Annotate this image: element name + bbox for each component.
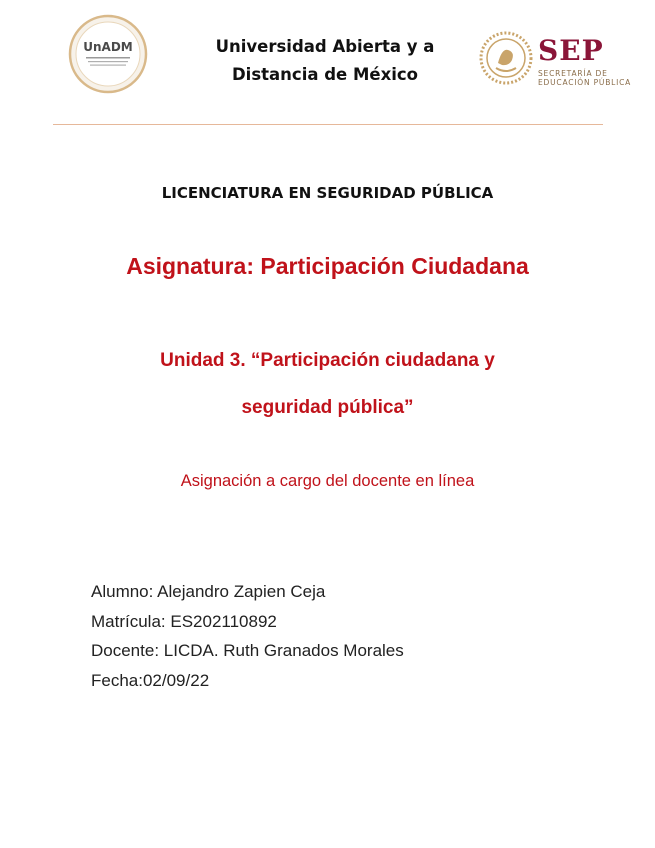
- page-header: [0, 0, 655, 125]
- student-name: Alumno: Alejandro Zapien Ceja: [91, 582, 326, 601]
- program-title: LICENCIATURA EN SEGURIDAD PÚBLICA: [161, 184, 494, 202]
- mexico-seal-icon: [478, 30, 534, 86]
- university-name-line2: Distancia de México: [231, 65, 419, 84]
- header-divider: [53, 124, 603, 125]
- sep-subtitle-line1: SECRETARÍA DE: [538, 69, 608, 78]
- sep-logo: [478, 36, 643, 92]
- date: Fecha:02/09/22: [91, 670, 210, 690]
- student-id: Matrícula: ES202110892: [91, 611, 277, 631]
- sep-subtitle: [538, 69, 631, 87]
- sep-wordmark: SEP: [538, 34, 604, 67]
- unadm-logo: [68, 14, 148, 94]
- unadm-logo-text: UnADM: [83, 40, 133, 54]
- sep-subtitle-line2: EDUCACIÓN PÚBLICA: [538, 78, 632, 87]
- teacher-name: Docente: LICDA. Ruth Granados Morales: [91, 641, 404, 660]
- assignment-title: Asignación a cargo del docente en línea: [180, 472, 475, 490]
- unit-title-line1: Unidad 3. “Participación ciudadana y: [160, 350, 495, 371]
- subject-title: Asignatura: Participación Ciudadana: [126, 253, 529, 279]
- university-name: [190, 33, 460, 89]
- unit-title-line2: seguridad pública”: [241, 397, 414, 418]
- student-info: [91, 577, 404, 695]
- unit-title: [0, 337, 655, 431]
- university-name-line1: Universidad Abierta y a: [215, 37, 435, 56]
